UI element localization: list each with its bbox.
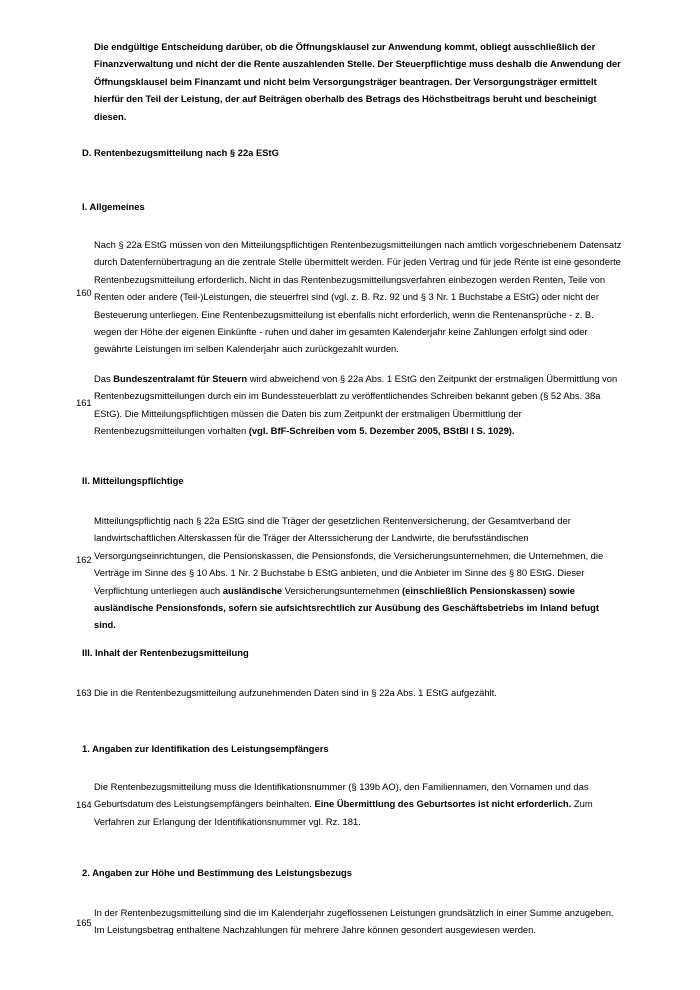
paragraph-163: Die in die Rentenbezugsmitteilung aufzunehmenden Daten sind in § 22a Abs. 1 EStG aufgezählt. [94, 687, 497, 698]
section-heading-2: 2. Angaben zur Höhe und Bestimmung des Leistungsbezugs [82, 867, 352, 878]
paragraph-162 [94, 512, 622, 634]
section-heading-1: 1. Angaben zur Identifikation des Leistungsempfängers [82, 743, 329, 754]
paragraph-161-text-2: wird abweichend von § 22a Abs. 1 EStG den Zeitpunkt der erstmaligen Übermittlung von Rentenbezugsmitteilungen durch ein im Bundessteuerblatt zu veröffentlichendes Schreiben bekannt geben (§ 52 Abs. 38a EStG). Die Mitteilungspflichtigen müssen die Daten bis zum Zeitpunkt der erstmaligen Übermittlung der Rentenbezugsmitteilungen vorhalten [94, 373, 618, 437]
paragraph-161-bold-1: Bundeszentralamt für Steuern [113, 373, 248, 384]
paragraph-160: Nach § 22a EStG müssen von den Mitteilungspflichtigen Rentenbezugsmitteilungen nach amtlich vorgeschriebenem Datensatz durch Datenfernübertragung an die zentrale Stelle übermittelt werden. Für jeden Vertrag und für jede Rente ist eine gesonderte Rentenbezugsmitteilung erforderlich. Nicht in das Rentenbezugsmitteilungsverfahren einbezogen werden Renten, Teile von Renten oder andere (Teil-)Leistungen, die steuerfrei sind (vgl. z. B. Rz. 92 und § 3 Nr. 1 Buchstabe a EStG) oder nicht der Besteuerung unterliegen. Eine Rentenbezugsmitteilung ist ebenfalls nicht erforderlich, wenn die Rentenansprüche - z. B. wegen der Höhe der eigenen Einkünfte - ruhen und daher im gesamten Kalenderjahr keine Zahlungen erfolgt sind oder gewährte Leistungen im selben Kalenderjahr auch zurückgezahlt wurden. [94, 239, 622, 355]
margin-number-162: 162 [76, 554, 92, 565]
paragraph-161 [94, 370, 622, 440]
paragraph-162-bold-2: (einschließlich Pensionskassen) sowie ausländische Pensionsfonds, sofern sie aufsichtsrechtlich zur Ausübung des Geschäftsbetriebs im Inland befugt sind. [94, 584, 599, 631]
margin-number-160: 160 [76, 287, 92, 298]
section-heading-d: D. Rentenbezugsmitteilung nach § 22a EStG [82, 147, 279, 158]
section-heading-i: I. Allgemeines [82, 201, 145, 212]
paragraph-162-bold-1: ausländische [222, 584, 283, 596]
margin-number-165: 165 [76, 917, 92, 928]
intro-paragraph: Die endgültige Entscheidung darüber, ob die Öffnungsklausel zur Anwendung kommt, obliegt ausschließlich der Finanzverwaltung und nicht der die Rente auszahlenden Stelle. Der Steuerpflichtige muss deshalb die Anwendung der Öffnungsklausel beim Finanzamt und nicht beim Versorgungsträger beantragen. Der Versorgungsträger ermittelt hierfür den Teil der Leistung, der auf Beiträgen oberhalb des Betrags des Höchstbeitrags beruht und bescheinigt diesen. [94, 41, 621, 122]
paragraph-164-bold-1: Eine Übermittlung des Geburtsortes ist nicht erforderlich. [314, 798, 572, 810]
paragraph-164 [94, 778, 622, 830]
margin-number-161: 161 [76, 397, 92, 408]
paragraph-162-text-2: Versicherungsunternehmen [282, 584, 403, 596]
section-heading-iii: III. Inhalt der Rentenbezugsmitteilung [82, 647, 249, 658]
paragraph-165: In der Rentenbezugsmitteilung sind die im Kalenderjahr zugeflossenen Leistungen grundsätzlich in einer Summe anzugeben. Im Leistungsbetrag enthaltene Nachzahlungen für mehrere Jahre können gesondert ausgewiesen werden. [94, 907, 614, 936]
paragraph-164-text-2: Zum Verfahren zur Erlangung der Identifikationsnummer vgl. Rz. 181. [94, 798, 593, 827]
paragraph-161-bold-2: (vgl. BfF-Schreiben vom 5. Dezember 2005, BStBl I S. 1029). [248, 425, 515, 437]
margin-number-163: 163 [76, 687, 92, 698]
margin-number-164: 164 [76, 799, 92, 810]
section-heading-ii: II. Mitteilungspflichtige [82, 475, 184, 486]
paragraph-162-text-1: Mitteilungspflichtig nach § 22a EStG sind die Träger der gesetzlichen Rentenversicherung, der Gesamtverband der landwirtschaftlichen Alterskassen für die Träger der Alterssicherung der Landwirte, die berufsständischen Versorgungseinrichtungen, die Pensionskassen, die Pensionsfonds, die Versicherungsunternehmen, die Unternehmen, die Verträge im Sinne des § 10 Abs. 1 Nr. 2 Buchstabe b EStG anbieten, und die Anbieter im Sinne des § 80 EStG. Dieser Verpflichtung unterliegen auch [94, 515, 604, 596]
paragraph-164-text-1: Die Rentenbezugsmitteilung muss die Identifikationsnummer (§ 139b AO), den Familiennamen, den Vornamen und das Geburtsdatum des Leistungsempfängers beinhalten. [94, 781, 589, 810]
paragraph-161-text-1: Das [94, 373, 114, 384]
